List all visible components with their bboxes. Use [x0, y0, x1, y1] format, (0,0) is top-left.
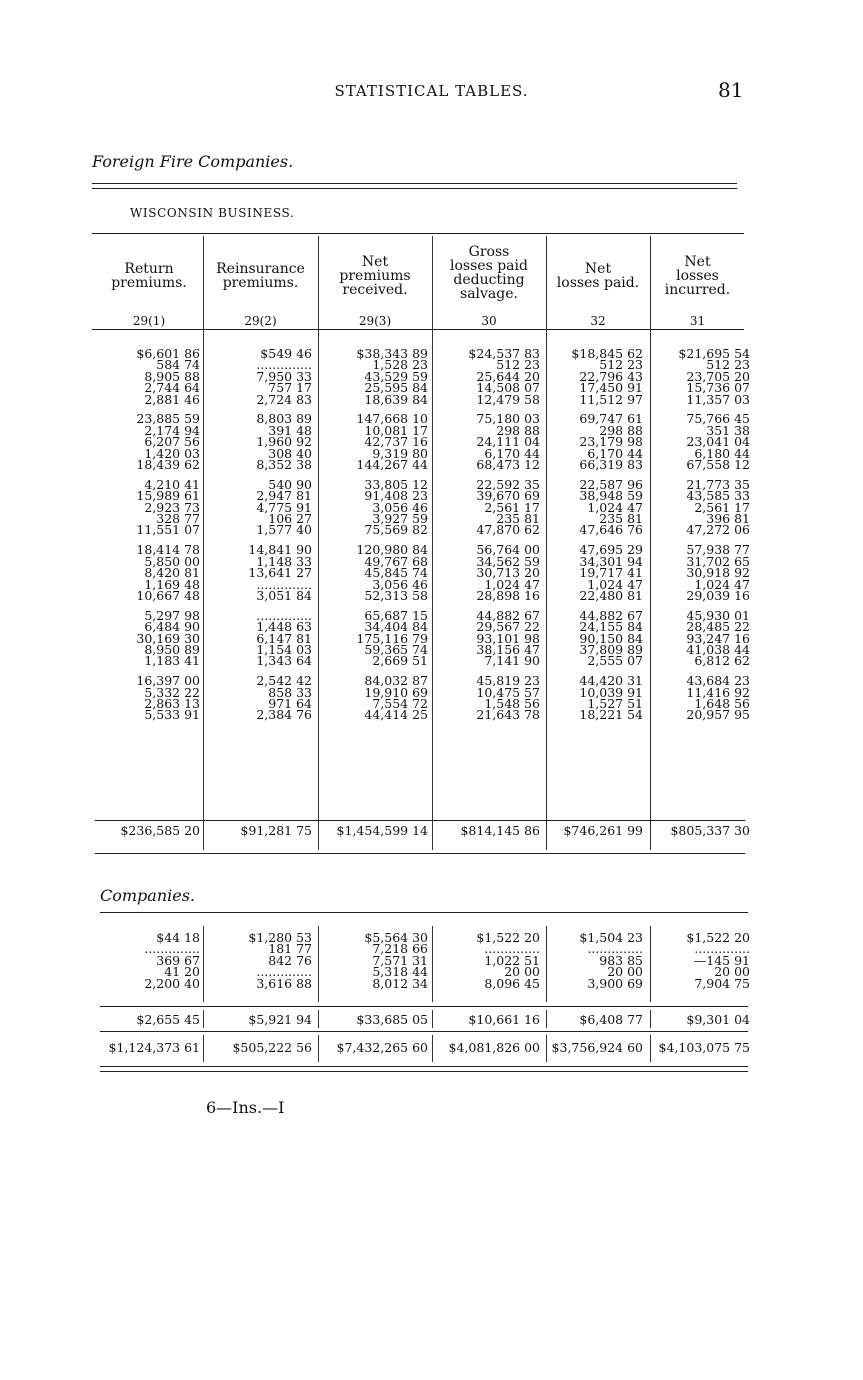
table-cell: 67,558 12 — [686, 457, 750, 473]
table-cell: 20 00 — [607, 964, 643, 980]
table-cell: 2,384 76 — [256, 707, 312, 723]
table-cell: 21,643 78 — [476, 707, 540, 723]
grand-total-cell: $3,756,924 60 — [551, 1040, 643, 1055]
table-cell: 30,169 30 — [136, 630, 200, 646]
table-cell: 23,179 98 — [579, 434, 643, 450]
table-cell: —145 91 — [693, 952, 750, 968]
table-cell: 47,870 62 — [476, 522, 540, 538]
table-cell: 2,561 17 — [694, 499, 750, 515]
footer-signature: 6—Ins.—I — [206, 1098, 285, 1117]
table-cell: 66,319 83 — [579, 457, 643, 473]
table-cell: 3,056 46 — [372, 499, 428, 515]
table-cell: 59,365 74 — [364, 641, 428, 657]
table-cell: 8,352 38 — [256, 457, 312, 473]
table-cell: $549 46 — [260, 346, 312, 361]
table-cell: 13,641 27 — [248, 565, 312, 581]
companies-top-rule — [100, 912, 748, 913]
column-code: 29(2) — [244, 314, 277, 328]
table-cell: 16,397 00 — [136, 673, 200, 689]
table-cell: 842 76 — [268, 952, 312, 968]
table-cell: 3,900 69 — [587, 975, 643, 991]
top-rule-1 — [92, 183, 737, 184]
table-cell: 6,207 56 — [144, 434, 200, 450]
table-cell: 7,218 66 — [372, 941, 428, 957]
table-cell: $18,845 62 — [571, 346, 643, 361]
table-cell: 1,343 64 — [256, 653, 312, 669]
table-cell: 1,183 41 — [144, 653, 200, 669]
table-cell: 5,318 44 — [372, 964, 428, 980]
table-cell: $6,601 86 — [136, 346, 200, 361]
table-cell: 14,508 07 — [476, 380, 540, 396]
table-cell: 5,850 00 — [144, 553, 200, 569]
bottom-rule-1 — [100, 1066, 748, 1067]
table-cell: $24,537 83 — [468, 346, 540, 361]
table-cell: 144,267 44 — [356, 457, 428, 473]
table-cell: 30,918 92 — [686, 565, 750, 581]
table-cell: 512 23 — [496, 357, 540, 373]
table-cell: 52,313 58 — [364, 587, 428, 603]
column-header: Gross losses paid deducting salvage. — [450, 244, 528, 302]
table-cell: 23,885 59 — [136, 411, 200, 427]
table-cell: 1,148 33 — [256, 553, 312, 569]
table-cell: 1,960 92 — [256, 434, 312, 450]
table-cell: 2,555 07 — [587, 653, 643, 669]
table-cell: 2,724 83 — [256, 391, 312, 407]
table-cell: 328 77 — [156, 511, 200, 527]
table-cell: 15,989 61 — [136, 488, 200, 504]
table-cell: 75,569 82 — [364, 522, 428, 538]
table-cell: 2,881 46 — [144, 391, 200, 407]
data-column — [432, 348, 540, 721]
table-cell: 65,687 15 — [364, 607, 428, 623]
data-column — [95, 348, 200, 721]
table-cell: 29,039 16 — [686, 587, 750, 603]
table-cell: 43,529 59 — [364, 368, 428, 384]
table-cell: 2,744 64 — [144, 380, 200, 396]
table-cell: 11,357 03 — [686, 391, 750, 407]
table-cell: 44,414 25 — [364, 707, 428, 723]
section-title: Foreign Fire Companies. — [92, 152, 294, 171]
table-cell: 6,484 90 — [144, 619, 200, 635]
table-cell: 10,667 48 — [136, 587, 200, 603]
table-cell: $1,504 23 — [579, 930, 643, 945]
table-cell: 971 64 — [268, 696, 312, 712]
table-cell: 1,527 51 — [587, 696, 643, 712]
table-cell: .............. — [587, 941, 643, 957]
companies-column — [546, 932, 643, 989]
table-cell: 10,039 91 — [579, 684, 643, 700]
table-cell: 1,024 47 — [587, 499, 643, 515]
table-cell: 45,845 74 — [364, 565, 428, 581]
companies-total-cell: $2,655 45 — [136, 1012, 200, 1027]
table-cell: 5,297 98 — [144, 607, 200, 623]
companies-column — [95, 932, 200, 989]
table-cell: 22,796 43 — [579, 368, 643, 384]
table-cell: 369 67 — [156, 952, 200, 968]
table-cell: 25,595 84 — [364, 380, 428, 396]
table-cell: 1,154 03 — [256, 641, 312, 657]
table-cell: 44,420 31 — [579, 673, 643, 689]
grand-total-cell: $505,222 56 — [232, 1040, 312, 1055]
table-cell: 2,923 73 — [144, 499, 200, 515]
total-cell: $814,145 86 — [460, 823, 540, 838]
table-cell: 2,561 17 — [484, 499, 540, 515]
table-cell: 298 88 — [599, 422, 643, 438]
table-cell: 75,180 03 — [476, 411, 540, 427]
table-cell: 6,812 62 — [694, 653, 750, 669]
table-cell: 90,150 84 — [579, 630, 643, 646]
companies-total-cell: $33,685 05 — [356, 1012, 428, 1027]
table-cell: 2,947 81 — [256, 488, 312, 504]
table-cell: 5,332 22 — [144, 684, 200, 700]
table-cell: 12,479 58 — [476, 391, 540, 407]
column-code: 29(1) — [132, 314, 166, 328]
table-cell: 47,272 06 — [686, 522, 750, 538]
table-cell: 9,319 80 — [372, 445, 428, 461]
companies-total-cell: $5,921 94 — [248, 1012, 312, 1027]
total-cell: $236,585 20 — [120, 823, 200, 838]
header-top-rule — [92, 233, 744, 234]
table-cell: 93,101 98 — [476, 630, 540, 646]
table-cell: 8,096 45 — [484, 975, 540, 991]
table-cell: 21,773 35 — [686, 476, 750, 492]
table-cell: 47,646 76 — [579, 522, 643, 538]
table-cell: 42,737 16 — [364, 434, 428, 450]
top-rule-2 — [92, 188, 737, 189]
table-cell: 56,764 00 — [476, 542, 540, 558]
table-cell: 45,930 01 — [686, 607, 750, 623]
table-cell: 19,910 69 — [364, 684, 428, 700]
table-cell: 7,141 90 — [484, 653, 540, 669]
table-cell: 7,554 72 — [372, 696, 428, 712]
companies-total-cell: $10,661 16 — [468, 1012, 540, 1027]
table-cell: 41 20 — [164, 964, 200, 980]
table-cell: $1,522 20 — [476, 930, 540, 945]
page-number: 81 — [718, 78, 744, 102]
table-cell: 57,938 77 — [686, 542, 750, 558]
companies-total-rule — [100, 1031, 748, 1032]
table-cell: 175,116 79 — [356, 630, 428, 646]
companies-column — [318, 932, 428, 989]
table-cell: 28,485 22 — [686, 619, 750, 635]
table-cell: 8,905 88 — [144, 368, 200, 384]
table-cell: 7,950 33 — [256, 368, 312, 384]
table-cell: 38,156 47 — [476, 641, 540, 657]
table-cell: 38,948 59 — [579, 488, 643, 504]
column-code: 31 — [689, 314, 706, 328]
table-cell: 4,775 91 — [256, 499, 312, 515]
totals-top-rule — [95, 820, 745, 821]
table-cell: 391 48 — [268, 422, 312, 438]
table-cell: 235 81 — [496, 511, 540, 527]
table-cell: 37,809 89 — [579, 641, 643, 657]
table-cell: .............. — [256, 607, 312, 623]
column-header: Return premiums. — [111, 261, 187, 291]
running-head: STATISTICAL TABLES. — [334, 82, 529, 100]
table-cell: 45,819 23 — [476, 673, 540, 689]
table-cell: 17,450 91 — [579, 380, 643, 396]
table-cell: $21,695 54 — [678, 346, 750, 361]
table-cell: 584 74 — [156, 357, 200, 373]
table-cell: $1,280 53 — [248, 930, 312, 945]
data-column — [546, 348, 643, 721]
column-header: Net premiums received. — [339, 254, 411, 298]
table-cell: 11,551 07 — [136, 522, 200, 538]
companies-total-cell: $6,408 77 — [579, 1012, 643, 1027]
table-cell: 1,024 47 — [694, 576, 750, 592]
table-cell: 8,803 89 — [256, 411, 312, 427]
table-cell: 3,051 84 — [256, 587, 312, 603]
grand-total-cell: $4,103,075 75 — [658, 1040, 750, 1055]
table-cell: 298 88 — [496, 422, 540, 438]
table-cell: 22,592 35 — [476, 476, 540, 492]
table-cell: 69,747 61 — [579, 411, 643, 427]
table-cell: 512 23 — [706, 357, 750, 373]
table-cell: 181 77 — [268, 941, 312, 957]
companies-column — [650, 932, 750, 989]
table-cell: 6,147 81 — [256, 630, 312, 646]
table-cell: 1,024 47 — [484, 576, 540, 592]
table-cell: .............. — [694, 941, 750, 957]
table-cell: .............. — [144, 941, 200, 957]
companies-total-cell: $9,301 04 — [686, 1012, 750, 1027]
table-cell: 14,841 90 — [248, 542, 312, 558]
table-cell: 44,882 67 — [476, 607, 540, 623]
table-cell: 18,439 62 — [136, 457, 200, 473]
table-cell: 22,480 81 — [579, 587, 643, 603]
table-cell: 24,155 84 — [579, 619, 643, 635]
table-cell: 15,736 07 — [686, 380, 750, 396]
table-cell: 10,475 57 — [476, 684, 540, 700]
table-cell: .............. — [256, 964, 312, 980]
total-cell: $91,281 75 — [240, 823, 312, 838]
data-column — [318, 348, 428, 721]
table-cell: 1,448 63 — [256, 619, 312, 635]
table-cell: 351 38 — [706, 422, 750, 438]
table-cell: 3,927 59 — [372, 511, 428, 527]
table-cell: 20 00 — [504, 964, 540, 980]
column-code: 32 — [590, 314, 606, 328]
column-code: 29(3) — [358, 314, 392, 328]
table-cell: 23,705 20 — [686, 368, 750, 384]
table-cell: 18,221 54 — [579, 707, 643, 723]
table-cell: 31,702 65 — [686, 553, 750, 569]
header-bottom-rule — [92, 329, 744, 330]
table-cell: 3,616 88 — [256, 975, 312, 991]
table-cell: 8,950 89 — [144, 641, 200, 657]
table-cell: 39,670 69 — [476, 488, 540, 504]
table-cell: 25,644 20 — [476, 368, 540, 384]
table-cell: $38,343 89 — [356, 346, 428, 361]
totals-bottom-rule — [95, 853, 745, 854]
table-cell: 1,528 23 — [372, 357, 428, 373]
companies-column — [432, 932, 540, 989]
table-cell: 2,200 40 — [144, 975, 200, 991]
table-cell: 1,577 40 — [256, 522, 312, 538]
table-cell: 540 90 — [268, 476, 312, 492]
table-cell: 11,416 92 — [686, 684, 750, 700]
table-cell: 10,081 17 — [364, 422, 428, 438]
table-cell: 41,038 44 — [686, 641, 750, 657]
table-cell: 7,904 75 — [694, 975, 750, 991]
column-header: Reinsurance premiums. — [216, 261, 305, 291]
column-code: 30 — [481, 314, 497, 328]
table-cell: $5,564 30 — [364, 930, 428, 945]
column-header: Net losses paid. — [556, 261, 640, 291]
table-cell: 93,247 16 — [686, 630, 750, 646]
data-column — [650, 348, 750, 721]
table-cell: 18,639 84 — [364, 391, 428, 407]
table-cell: 43,585 33 — [686, 488, 750, 504]
table-cell: 512 23 — [599, 357, 643, 373]
table-cell: 6,170 44 — [484, 445, 540, 461]
column-header: Net losses incurred. — [664, 254, 731, 298]
table-cell: 18,414 78 — [136, 542, 200, 558]
table-cell: 1,648 56 — [694, 696, 750, 712]
table-cell: 28,898 16 — [476, 587, 540, 603]
table-cell: 19,717 41 — [579, 565, 643, 581]
table-cell: $44 18 — [156, 930, 200, 945]
table-cell: $1,522 20 — [686, 930, 750, 945]
table-cell: 2,863 13 — [144, 696, 200, 712]
companies-sub-rule — [100, 1006, 748, 1007]
table-cell: 3,056 46 — [372, 576, 428, 592]
table-cell: 1,022 51 — [484, 952, 540, 968]
table-cell: 47,695 29 — [579, 542, 643, 558]
table-cell: 29,567 22 — [476, 619, 540, 635]
companies-title: Companies. — [100, 886, 196, 905]
table-cell: 6,170 44 — [587, 445, 643, 461]
grand-total-cell: $7,432,265 60 — [336, 1040, 428, 1055]
table-cell: 6,180 44 — [694, 445, 750, 461]
table-cell: 20,957 95 — [686, 707, 750, 723]
table-cell: 5,533 91 — [144, 707, 200, 723]
table-cell: 20 00 — [714, 964, 750, 980]
grand-total-cell: $1,124,373 61 — [108, 1040, 200, 1055]
total-cell: $746,261 99 — [563, 823, 643, 838]
table-cell: 8,420 81 — [144, 565, 200, 581]
table-cell: 24,111 04 — [476, 434, 540, 450]
table-cell: 120,980 84 — [356, 542, 428, 558]
table-cell: 75,766 45 — [686, 411, 750, 427]
table-cell: 33,805 12 — [364, 476, 428, 492]
table-cell: 84,032 87 — [364, 673, 428, 689]
table-cell: 23,041 04 — [686, 434, 750, 450]
table-cell: 7,571 31 — [372, 952, 428, 968]
table-cell: 4,210 41 — [144, 476, 200, 492]
table-cell: 2,669 51 — [372, 653, 428, 669]
table-cell: 1,548 56 — [484, 696, 540, 712]
table-cell: 34,404 84 — [364, 619, 428, 635]
table-cell: 396 81 — [706, 511, 750, 527]
table-cell: .............. — [256, 357, 312, 373]
table-cell: 757 17 — [268, 380, 312, 396]
data-column — [203, 348, 312, 721]
subheading: WISCONSIN BUSINESS. — [130, 206, 295, 220]
table-cell: 106 27 — [268, 511, 312, 527]
total-cell: $1,454,599 14 — [336, 823, 428, 838]
table-cell: 68,473 12 — [476, 457, 540, 473]
table-cell: 91,408 23 — [364, 488, 428, 504]
table-cell: 43,684 23 — [686, 673, 750, 689]
table-cell: 34,301 94 — [579, 553, 643, 569]
table-cell: 44,882 67 — [579, 607, 643, 623]
table-cell: 858 33 — [268, 684, 312, 700]
total-cell: $805,337 30 — [670, 823, 750, 838]
table-cell: 1,024 47 — [587, 576, 643, 592]
table-cell: .............. — [484, 941, 540, 957]
table-cell: 308 40 — [268, 445, 312, 461]
table-cell: 1,420 03 — [144, 445, 200, 461]
bottom-rule-2 — [100, 1071, 748, 1072]
table-cell: 22,587 96 — [579, 476, 643, 492]
table-cell: 49,767 68 — [364, 553, 428, 569]
companies-column — [203, 932, 312, 989]
table-cell: 30,713 20 — [476, 565, 540, 581]
table-cell: 1,169 48 — [144, 576, 200, 592]
table-cell: 2,542 42 — [256, 673, 312, 689]
grand-total-cell: $4,081,826 00 — [448, 1040, 540, 1055]
table-cell: .............. — [256, 576, 312, 592]
table-cell: 8,012 34 — [372, 975, 428, 991]
table-cell: 34,562 59 — [476, 553, 540, 569]
table-cell: 11,512 97 — [579, 391, 643, 407]
table-cell: 147,668 10 — [356, 411, 428, 427]
table-cell: 983 85 — [599, 952, 643, 968]
table-cell: 2,174 94 — [144, 422, 200, 438]
table-cell: 235 81 — [599, 511, 643, 527]
